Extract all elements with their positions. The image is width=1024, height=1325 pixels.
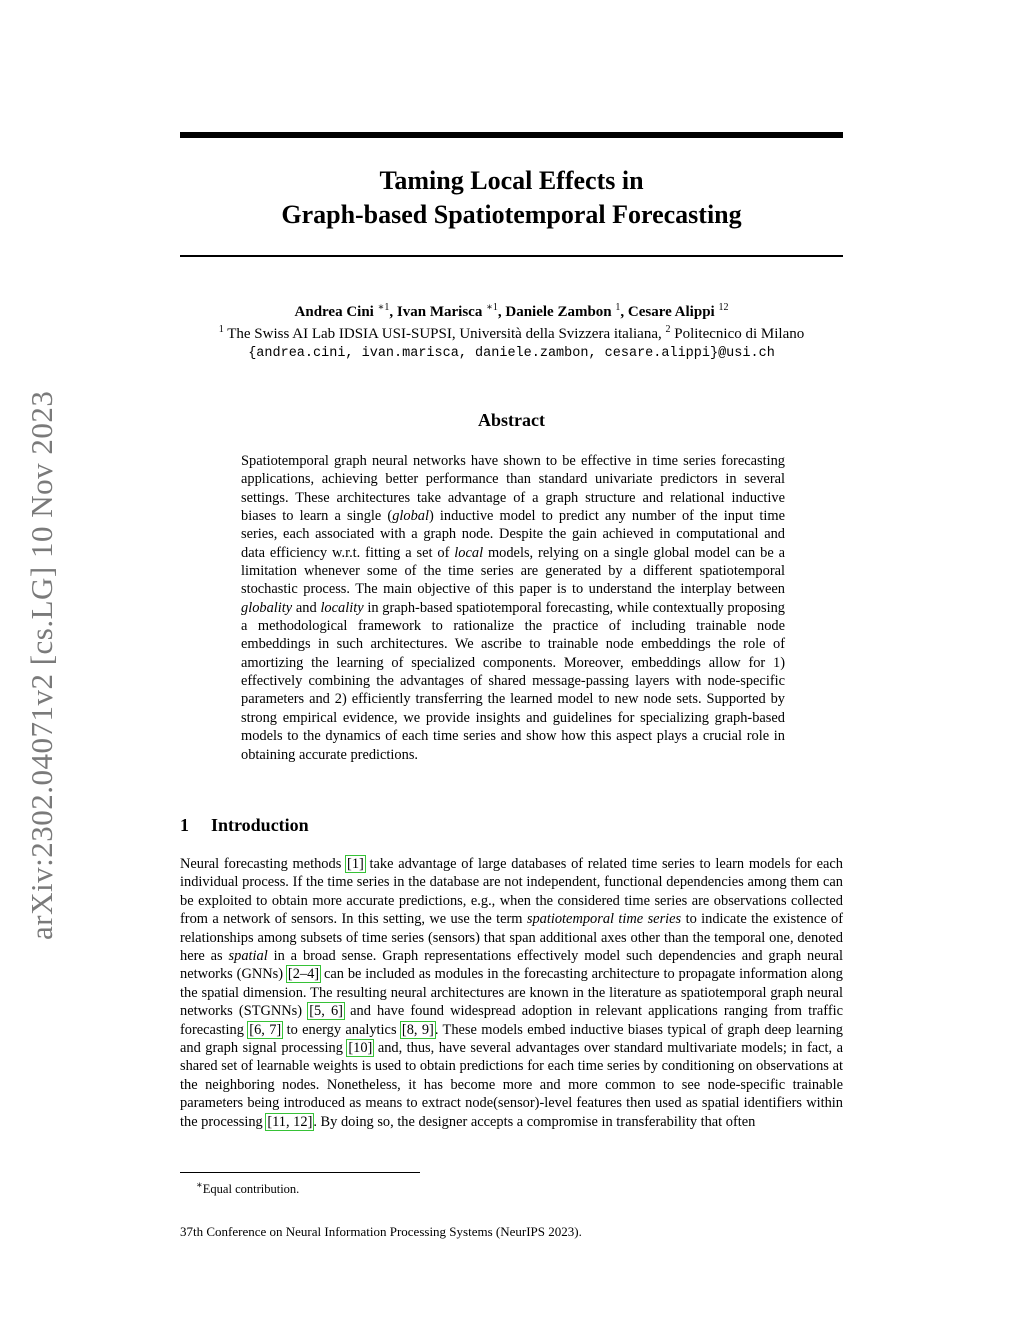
author-name: Daniele Zambon bbox=[505, 304, 612, 320]
author-name: Ivan Marisca bbox=[396, 304, 483, 320]
intro-text: to energy analytics bbox=[282, 1021, 401, 1038]
arxiv-identifier: arXiv:2302.04071v2 [cs.LG] 10 Nov 2023 bbox=[24, 390, 59, 940]
abstract-body bbox=[241, 452, 785, 764]
footnote bbox=[196, 1177, 299, 1198]
intro-text: can be included as modules in the forecasting architecture to propagate information along the spatial dimension. The resulting neural architectures are known in the literature as spatiotemporal graph neural networks (STGNNs) bbox=[180, 966, 843, 1020]
abstract-emphasis: globality bbox=[241, 599, 293, 616]
section-heading-introduction bbox=[180, 813, 309, 837]
footnote-text: Equal contribution. bbox=[202, 1182, 300, 1197]
author-name: Andrea Cini bbox=[294, 304, 374, 320]
abstract-text: and bbox=[292, 599, 321, 616]
paper-title bbox=[180, 164, 843, 232]
author-superscript: ∗1 bbox=[377, 302, 390, 313]
footnote-mark: ∗ bbox=[196, 1180, 203, 1191]
author-superscript: ∗1 bbox=[486, 302, 498, 313]
abstract-text: ) inductive model to predict any number of the input time series, each associated with a graph node. Despite the gain achieved in computational and data efficiency w.r.t. fitting a set of bbox=[241, 508, 785, 561]
intro-text: in a broad sense. Graph representations effectively model such dependencies and graph neural networks (GNNs) bbox=[180, 948, 844, 983]
intro-emphasis: spatiotemporal time series bbox=[526, 911, 682, 928]
citation-link[interactable]: [10] bbox=[348, 1040, 373, 1057]
intro-emphasis: spatial bbox=[228, 948, 268, 965]
intro-text: and have found widespread adoption in relevant applications ranging from traffic forecasting bbox=[180, 1003, 844, 1038]
title-line-2: Graph-based Spatiotemporal Forecasting bbox=[281, 200, 742, 229]
affiliations bbox=[140, 319, 883, 345]
title-line-1: Taming Local Effects in bbox=[379, 166, 644, 195]
author-superscript: 12 bbox=[718, 302, 729, 313]
abstract-emphasis: local bbox=[454, 544, 484, 561]
citation-link[interactable]: [5, 6] bbox=[309, 1003, 343, 1020]
affiliation-marker: 1 bbox=[218, 324, 224, 335]
intro-text: . These models embed inductive biases typical of graph deep learning and graph signal processing bbox=[180, 1021, 844, 1057]
author-name: Cesare Alippi bbox=[627, 304, 715, 320]
introduction-body bbox=[180, 855, 843, 1131]
intro-text: to indicate the existence of relationships among subsets of time series (sensors) that span additional axes other than the temporal one, denoted here as bbox=[180, 911, 843, 965]
author-emails: {andrea.cini, ivan.marisca, daniele.zambon, cesare.alippi}@usi.ch bbox=[248, 346, 775, 361]
abstract-emphasis: locality bbox=[320, 599, 364, 616]
intro-text: take advantage of large databases of related time series to learn models for each individual process. If the time series in the database are not independent, functional dependencies among them can be exploited to obtain more accurate predictions, e.g., when the considered time series are observations collected from a network of sensors. In this setting, we use the term bbox=[180, 856, 844, 928]
intro-text: . By doing so, the designer accepts a compromise in transferability that often bbox=[313, 1113, 756, 1130]
affiliation-2: Politecnico di Milano bbox=[674, 326, 805, 342]
section-number: 1 bbox=[180, 815, 189, 835]
author-list: Andrea Cini $^{∗1}$, Ivan Marisca $^{∗1}$, Daniele Zambon $^1$, Cesare Alippi $^{12}$ bbox=[294, 302, 729, 320]
citation-link[interactable]: [2–4] bbox=[287, 966, 320, 983]
intro-text: and, thus, have several advantages over standard multivariate models; in fact, a shared set of learnable weights is used to obtain predictions for each time series by conditioning on observations at the neighboring nodes. Nonetheless, it has become more and more common to see node-specific trainable parameters being introduced as means to extract node(sensor)-level features then used as spatial identifiers within the processing bbox=[180, 1040, 843, 1130]
affiliation-marker: 2 bbox=[665, 324, 671, 335]
abstract-text: Spatiotemporal graph neural networks have shown to be effective in time series forecasting applications, achieving better performance than standard univariate predictors in several settings. These architectures take advantage of a graph structure and relational inductive biases to learn a single ( bbox=[241, 453, 785, 525]
author-superscript: 1 bbox=[615, 302, 621, 313]
title-bottom-rule bbox=[180, 255, 843, 257]
abstract-text: models, relying on a single global model can be a limitation whenever some of the time series are generated by a different spatiotemporal stochastic process. The main objective of this paper is to understand the interplay between bbox=[241, 544, 786, 598]
abstract-emphasis: global bbox=[392, 508, 429, 525]
affiliation-1: The Swiss AI Lab IDSIA USI-SUPSI, Università della Svizzera italiana, bbox=[227, 326, 662, 342]
intro-text: Neural forecasting methods bbox=[180, 856, 347, 872]
citation-link[interactable]: [6, 7] bbox=[249, 1021, 282, 1038]
abstract-heading: Abstract bbox=[478, 410, 545, 430]
section-title: Introduction bbox=[211, 815, 309, 835]
conference-note: 37th Conference on Neural Information Processing Systems (NeurIPS 2023). bbox=[180, 1224, 582, 1239]
citation-link[interactable]: [8, 9] bbox=[401, 1021, 434, 1038]
footnote-rule bbox=[180, 1172, 420, 1173]
title-top-rule bbox=[180, 132, 843, 138]
abstract-text: in graph-based spatiotemporal forecasting, while contextually proposing a methodological framework to rationalize the practice of including trainable node embeddings in such architectures. We ascribe to trainable node embeddings the role of amortizing the learning of specialized components. Moreover, embeddings allow for 1) effectively combining the advantages of shared message-passing layers with node-specific parameters and 2) efficiently transferring the learned model to new node sets. Supported by strong empirical evidence, we provide insights and guidelines for specializing graph-based models to the dynamics of each time series and show how this aspect plays a crucial role in obtaining accurate predictions. bbox=[241, 599, 785, 763]
citation-link[interactable]: [1] bbox=[347, 856, 364, 872]
citation-link[interactable]: [11, 12] bbox=[267, 1113, 313, 1130]
